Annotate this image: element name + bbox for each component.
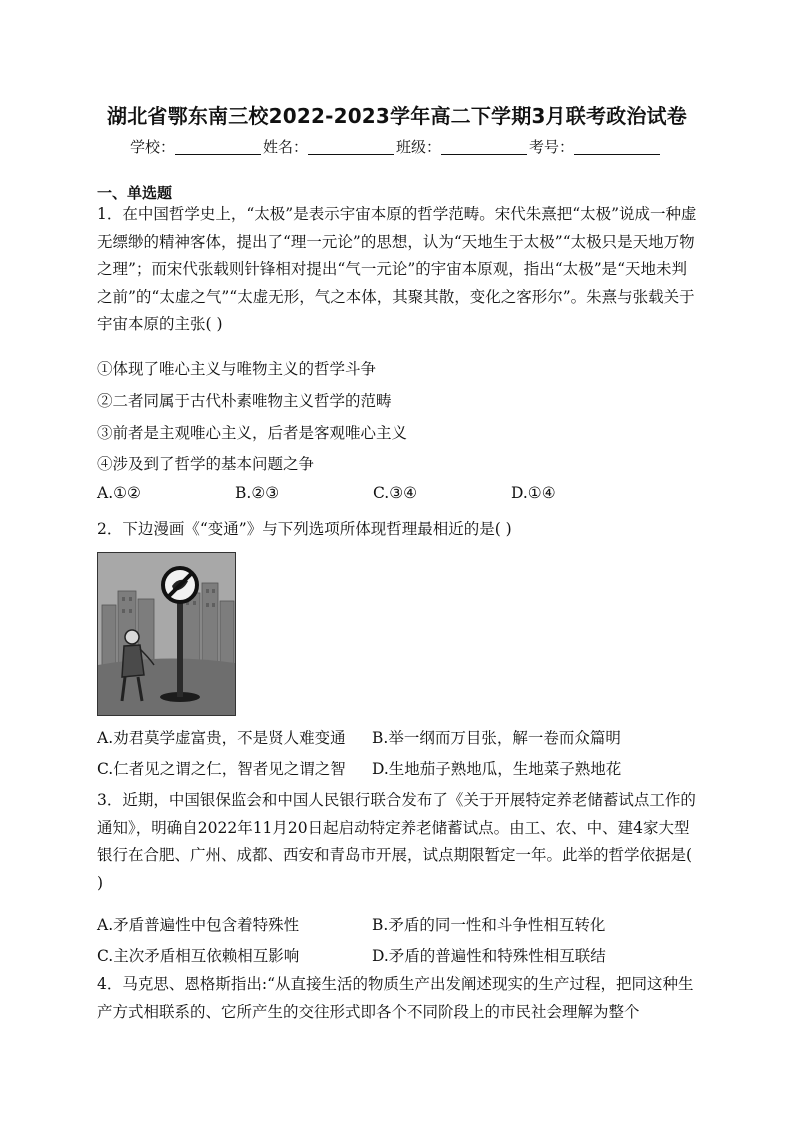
q1-options xyxy=(97,484,697,502)
q3-option-b[interactable]: B.矛盾的同一性和斗争性相互转化 xyxy=(372,916,606,934)
name-label: 姓名： xyxy=(263,138,309,156)
exam-title: 湖北省鄂东南三校2022-2023学年高二下学期3月联考政治试卷 xyxy=(107,104,687,128)
q2-option-a[interactable]: A.劝君莫学虚富贵，不是贤人难变通 xyxy=(97,729,346,747)
q2-stem: 2．下边漫画《“变通”》与下列选项所体现哲理最相近的是( ) xyxy=(97,520,512,538)
q2-option-c[interactable]: C.仁者见之谓之仁，智者见之谓之智 xyxy=(97,760,346,778)
q3-option-d[interactable]: D.矛盾的普遍性和特殊性相互联结 xyxy=(372,947,606,965)
section-title: 一、单选题 xyxy=(97,184,173,202)
q3-option-a[interactable]: A.矛盾普遍性中包含着特殊性 xyxy=(97,916,300,934)
q1-statement-4: ④涉及到了哲学的基本问题之争 xyxy=(97,455,315,473)
q3-option-c[interactable]: C.主次矛盾相互依赖相互影响 xyxy=(97,947,300,965)
q1-stem: 1．在中国哲学史上，“太极”是表示宇宙本原的哲学范畴。宋代朱熹把“太极”说成一种虚无缥缈的精神客体，提出了“理一元论”的思想，认为“天地生于太极”“太极只是天地万物之理”；而宋代张载则针锋相对提出“气一元论”的宇宙本原观，指出“太极”是“天地未判之前”的“太虚之气”“太虚无形，气之本体，其聚其散，变化之客形尔”。朱熹与张载关于宇宙本原的主张( ) xyxy=(97,205,697,333)
q2-options-row-1 xyxy=(97,726,697,748)
q1-option-a[interactable]: A.①② xyxy=(97,484,141,502)
school-label: 学校： xyxy=(130,138,176,156)
q2-options-row-2 xyxy=(97,757,697,779)
q1-option-b[interactable]: B.②③ xyxy=(235,484,280,502)
q2-option-b[interactable]: B.举一纲而万目张，解一卷而众篇明 xyxy=(372,729,621,747)
name-blank[interactable] xyxy=(308,140,394,155)
student-info-line xyxy=(130,136,690,157)
q1-statement-3: ③前者是主观唯心主义，后者是客观唯心主义 xyxy=(97,424,408,442)
q3-stem: 3．近期，中国银保监会和中国人民银行联合发布了《关于开展特定养老储蓄试点工作的通知》，明确自2022年11月20日起启动特定养老储蓄试点。由工、农、中、建4家大型银行在合肥、广州、成都、西安和青岛市开展，试点期限暂定一年。此举的哲学依据是( ) xyxy=(97,791,696,892)
number-blank[interactable] xyxy=(574,140,660,155)
q1-option-d[interactable]: D.①④ xyxy=(511,484,556,502)
q1-statement-1: ①体现了唯心主义与唯物主义的哲学斗争 xyxy=(97,360,377,378)
q1-statement-2: ②二者同属于古代朴素唯物主义哲学的范畴 xyxy=(97,392,392,410)
q3-options-row-1 xyxy=(97,913,697,935)
q1-option-c[interactable]: C.③④ xyxy=(373,484,418,502)
q2-option-d[interactable]: D.生地茄子熟地瓜，生地菜子熟地花 xyxy=(372,760,622,778)
q4-stem: 4．马克思、恩格斯指出:“从直接生活的物质生产出发阐述现实的生产过程，把同这种生产方式相联系的、它所产生的交往形式即各个不同阶段上的市民社会理解为整个 xyxy=(97,975,694,1021)
cartoon-image xyxy=(97,552,236,716)
school-blank[interactable] xyxy=(175,140,261,155)
number-label: 考号： xyxy=(529,138,575,156)
class-blank[interactable] xyxy=(441,140,527,155)
q3-options-row-2 xyxy=(97,944,697,966)
class-label: 班级： xyxy=(396,138,442,156)
